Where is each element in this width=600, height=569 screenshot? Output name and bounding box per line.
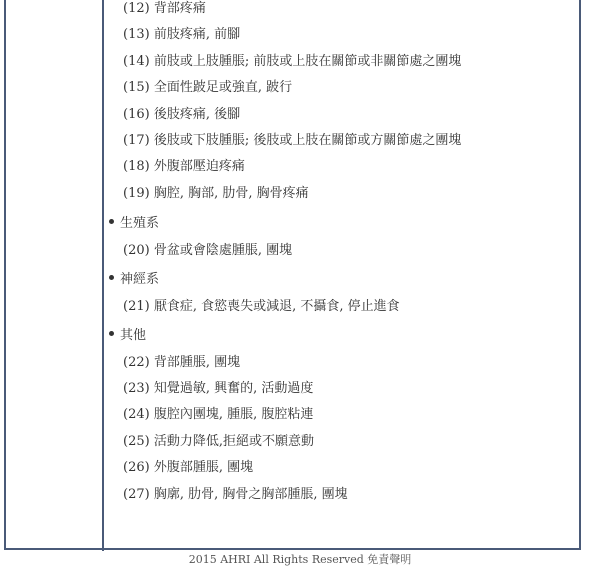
column-divider (102, 0, 104, 551)
list-item: (21) 厭食症, 食慾喪失或減退, 不攝食, 停止進食 (123, 299, 400, 314)
list-item: (17) 後肢或下肢腫脹; 後肢或上肢在關節或方關節處之團塊 (123, 133, 462, 148)
list-item: (25) 活動力降低,拒絕或不願意動 (123, 434, 314, 449)
list-item: (27) 胸廓, 肋骨, 胸骨之胸部腫脹, 團塊 (123, 487, 348, 502)
category-title: 生殖系 (120, 216, 160, 231)
list-item: (15) 全面性跛足或強直, 跛行 (123, 80, 293, 95)
list-item: (20) 骨盆或會陰處腫脹, 團塊 (123, 243, 293, 258)
footer-copyright: 2015 AHRI All Rights Reserved 免責聲明 (188, 553, 412, 566)
bullet-icon (109, 219, 114, 224)
category-reproductive (109, 215, 159, 233)
category-nervous (109, 271, 159, 289)
category-other (109, 327, 146, 345)
list-item: (14) 前肢或上肢腫脹; 前肢或上肢在關節或非關節處之團塊 (123, 54, 462, 69)
list-item: (19) 胸腔, 胸部, 肋骨, 胸骨疼痛 (123, 186, 309, 201)
category-title: 神經系 (120, 272, 160, 287)
content-frame (4, 0, 581, 550)
list-item: (22) 背部腫脹, 團塊 (123, 355, 241, 370)
bullet-icon (109, 331, 114, 336)
list-item: (24) 腹腔內團塊, 腫脹, 腹腔粘連 (123, 407, 314, 422)
list-item: (16) 後肢疼痛, 後腳 (123, 107, 241, 122)
list-item: (26) 外腹部腫脹, 團塊 (123, 460, 254, 475)
bullet-icon (109, 275, 114, 280)
list-item: (12) 背部疼痛 (123, 1, 206, 16)
category-title: 其他 (120, 328, 147, 343)
list-item: (23) 知覺過敏, 興奮的, 活動過度 (123, 381, 314, 396)
list-item: (18) 外腹部壓迫疼痛 (123, 159, 245, 174)
list-item: (13) 前肢疼痛, 前腳 (123, 27, 241, 42)
